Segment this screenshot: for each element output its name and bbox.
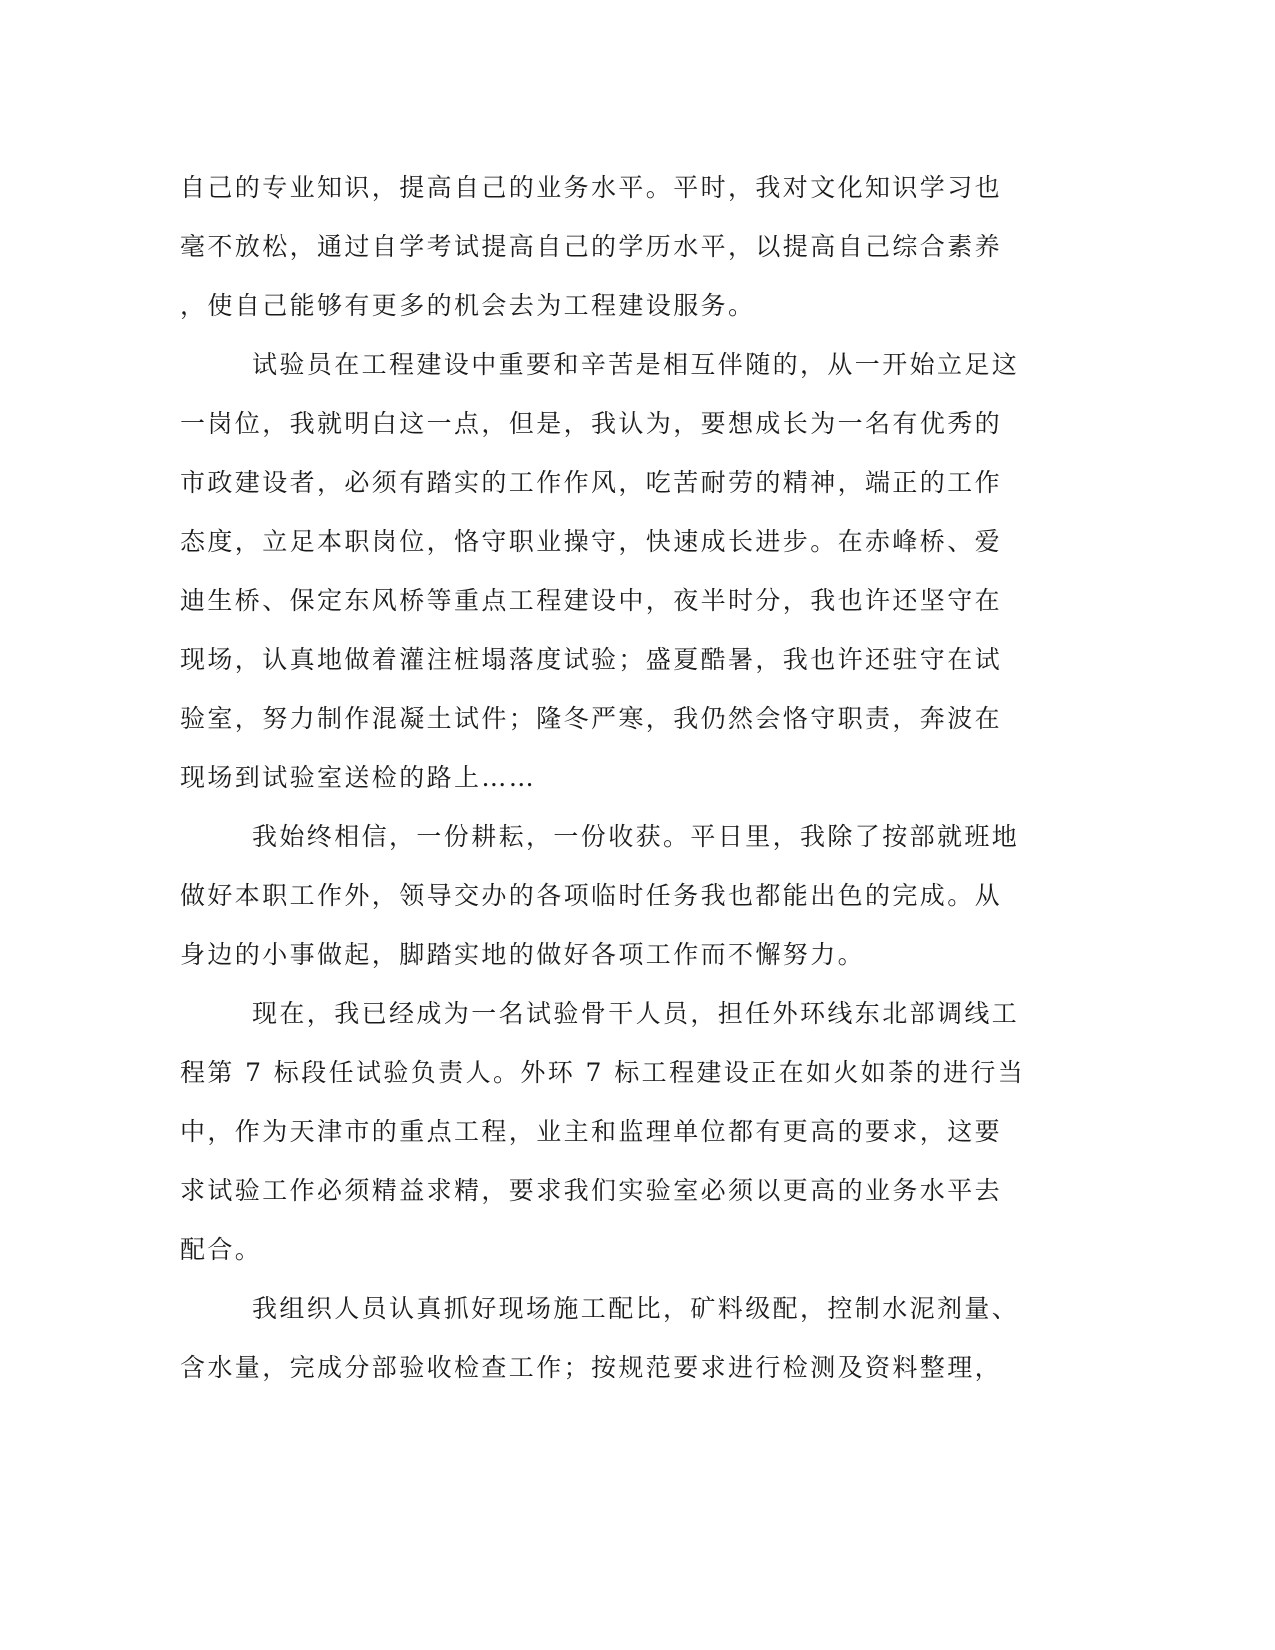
text-line: 自己的专业知识，提高自己的业务水平。平时，我对文化知识学习也: [180, 173, 1003, 202]
text-line: 中，作为天津市的重点工程，业主和监理单位都有更高的要求，这要: [180, 1117, 1003, 1146]
text-line: 我始终相信，一份耕耘，一份收获。平日里，我除了按部就班地: [252, 822, 1020, 851]
text-line: 做好本职工作外，领导交办的各项临时任务我也都能出色的完成。从: [180, 881, 1003, 910]
text-line: 程第 7 标段任试验负责人。外环 7 标工程建设正在如火如荼的进行当: [180, 1058, 1026, 1087]
text-line: 我组织人员认真抓好现场施工配比，矿料级配，控制水泥剂量、: [252, 1294, 1020, 1323]
paragraph: [180, 158, 1030, 335]
text-line: 验室，努力制作混凝土试件；隆冬严寒，我仍然会恪守职责，奔波在: [180, 704, 1003, 733]
text-line: 含水量，完成分部验收检查工作；按规范要求进行检测及资料整理，: [180, 1353, 1003, 1382]
text-line: 现场，认真地做着灌注桩塌落度试验；盛夏酷暑，我也许还驻守在试: [180, 645, 1003, 674]
text-line: 毫不放松，通过自学考试提高自己的学历水平，以提高自己综合素养: [180, 232, 1003, 261]
text-line: ，使自己能够有更多的机会去为工程建设服务。: [180, 291, 756, 320]
text-line: 求试验工作必须精益求精，要求我们实验室必须以更高的业务水平去: [180, 1176, 1003, 1205]
document-page: [180, 158, 1030, 1397]
paragraph: [180, 1279, 1030, 1397]
paragraph: [180, 984, 1030, 1279]
paragraph: [180, 335, 1030, 807]
text-line: 迪生桥、保定东风桥等重点工程建设中，夜半时分，我也许还坚守在: [180, 586, 1003, 615]
text-line: 现在，我已经成为一名试验骨干人员，担任外环线东北部调线工: [252, 999, 1020, 1028]
text-line: 市政建设者，必须有踏实的工作作风，吃苦耐劳的精神，端正的工作: [180, 468, 1003, 497]
paragraph: [180, 807, 1030, 984]
text-line: 身边的小事做起，脚踏实地的做好各项工作而不懈努力。: [180, 940, 866, 969]
text-line: 试验员在工程建设中重要和辛苦是相互伴随的，从一开始立足这: [252, 350, 1020, 379]
text-line: 配合。: [180, 1235, 263, 1264]
text-line: 态度，立足本职岗位，恪守职业操守，快速成长进步。在赤峰桥、爱: [180, 527, 1003, 556]
text-line: 现场到试验室送检的路上……: [180, 763, 537, 792]
text-line: 一岗位，我就明白这一点，但是，我认为，要想成长为一名有优秀的: [180, 409, 1003, 438]
